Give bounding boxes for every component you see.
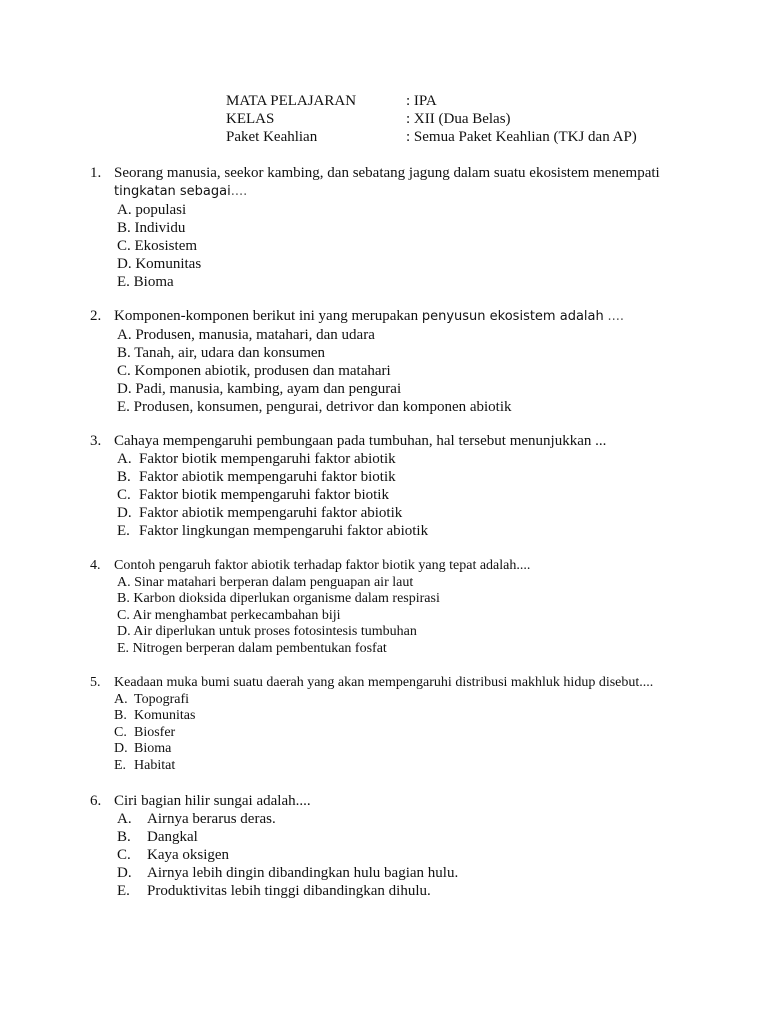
- header-value: : IPA: [406, 93, 437, 109]
- option-e: [90, 641, 690, 658]
- question-text: Ciri bagian hilir sungai adalah....: [114, 793, 311, 809]
- option-letter: C.: [117, 607, 130, 623]
- option-text: Air menghambat perkecambahan biji: [132, 607, 341, 623]
- option-a: [90, 201, 690, 219]
- question-text-continuation: [90, 182, 690, 201]
- option-letter: C.: [117, 487, 131, 503]
- header-row-class: [226, 110, 637, 128]
- question-text-sans: penyusun ekosistem adalah: [421, 309, 604, 324]
- option-text: Kaya oksigen: [147, 847, 230, 863]
- question-number: 2.: [90, 308, 102, 324]
- header-row-subject: [226, 92, 637, 110]
- question-text: Seorang manusia, seekor kambing, dan sebatang jagung dalam suatu ekosistem menempati: [114, 165, 660, 181]
- option-letter: A.: [117, 327, 132, 343]
- option-text: Tanah, air, udara dan konsumen: [134, 345, 326, 361]
- option-text: Bioma: [134, 741, 172, 756]
- option-letter: D.: [117, 865, 132, 881]
- question-5: [90, 675, 690, 774]
- option-text: Faktor biotik mempengaruhi faktor biotik: [139, 487, 389, 503]
- option-text: Faktor biotik mempengaruhi faktor abiotik: [139, 451, 396, 467]
- option-letter: A.: [117, 202, 132, 218]
- option-text: Bioma: [133, 274, 174, 290]
- question-continuation-text: tingkatan sebagai: [114, 184, 231, 199]
- option-text: Produktivitas lebih tinggi dibandingkan dihulu.: [147, 883, 431, 899]
- header-label: Paket Keahlian: [226, 129, 318, 145]
- option-text: Faktor lingkungan mempengaruhi faktor abiotik: [139, 523, 429, 539]
- option-b: [90, 344, 690, 362]
- option-text: Produsen, manusia, matahari, dan udara: [135, 327, 375, 343]
- option-c: [90, 237, 690, 255]
- question-text: Komponen-komponen berikut ini yang merupakan: [114, 308, 419, 324]
- option-letter: E.: [117, 274, 130, 290]
- header-label: KELAS: [226, 111, 275, 127]
- option-e: [90, 882, 690, 900]
- option-e: [90, 522, 690, 540]
- option-b: [90, 591, 690, 608]
- option-a: [90, 692, 690, 709]
- option-text: Faktor abiotik mempengaruhi faktor biotik: [139, 469, 396, 485]
- option-letter: A.: [117, 811, 132, 827]
- option-letter: E.: [114, 757, 127, 773]
- question-text-wrap: [114, 307, 684, 326]
- option-letter: C.: [117, 363, 131, 379]
- option-e: [90, 758, 690, 775]
- question-text: Cahaya mempengaruhi pembungaan pada tumbuhan, hal tersebut menunjukkan ...: [114, 433, 607, 449]
- option-c: [90, 725, 690, 742]
- option-letter: B.: [117, 220, 131, 236]
- option-text: Komponen abiotik, produsen dan matahari: [134, 363, 391, 379]
- option-text: Komunitas: [135, 256, 202, 272]
- option-letter: B.: [117, 829, 131, 845]
- header-row-package: [226, 128, 637, 146]
- option-text: Air diperlukan untuk proses fotosintesis tumbuhan: [133, 624, 417, 639]
- question-text: Contoh pengaruh faktor abiotik terhadap faktor biotik yang tepat adalah....: [114, 558, 531, 573]
- option-letter: C.: [117, 847, 131, 863]
- option-b: [90, 828, 690, 846]
- question-dots: ....: [607, 309, 625, 324]
- question-number: 3.: [90, 433, 102, 449]
- option-c: [90, 362, 690, 380]
- option-text: Airnya lebih dingin dibandingkan hulu bagian hulu.: [147, 865, 459, 881]
- option-text: Karbon dioksida diperlukan organisme dalam respirasi: [133, 591, 440, 606]
- option-a: [90, 575, 690, 592]
- option-text: Airnya berarus deras.: [147, 811, 276, 827]
- option-letter: B.: [117, 591, 130, 606]
- option-e: [90, 398, 690, 416]
- question-dots: ....: [230, 184, 248, 199]
- option-text: Individu: [134, 220, 186, 236]
- question-6: [90, 792, 690, 900]
- option-letter: A.: [114, 691, 128, 707]
- option-letter: D.: [117, 381, 132, 397]
- option-text: Ekosistem: [134, 238, 198, 254]
- option-letter: D.: [117, 505, 132, 521]
- option-b: [90, 708, 690, 725]
- option-text: Dangkal: [147, 829, 198, 845]
- option-letter: E.: [117, 399, 130, 415]
- option-letter: C.: [114, 724, 127, 740]
- option-c: [90, 846, 690, 864]
- question-2: [90, 307, 690, 416]
- option-text: Faktor abiotik mempengaruhi faktor abiotik: [139, 505, 403, 521]
- option-b: [90, 468, 690, 486]
- option-c: [90, 486, 690, 504]
- header-value: : XII (Dua Belas): [406, 111, 511, 127]
- option-d: [90, 741, 690, 758]
- option-letter: E.: [117, 883, 130, 899]
- option-e: [90, 273, 690, 291]
- option-text: Komunitas: [134, 708, 196, 723]
- option-letter: E.: [117, 640, 130, 656]
- option-text: Sinar matahari berperan dalam penguapan air laut: [134, 574, 414, 590]
- question-number: 1.: [90, 165, 102, 181]
- question-4: [90, 558, 690, 657]
- option-text: Padi, manusia, kambing, ayam dan pengurai: [135, 381, 402, 397]
- option-letter: B.: [114, 708, 127, 723]
- option-d: [90, 255, 690, 273]
- option-d: [90, 380, 690, 398]
- option-d: [90, 864, 690, 882]
- header-value: : Semua Paket Keahlian (TKJ dan AP): [406, 129, 637, 145]
- option-c: [90, 608, 690, 625]
- question-number: 6.: [90, 793, 102, 809]
- question-number: 4.: [90, 558, 101, 573]
- option-a: [90, 450, 690, 468]
- option-a: [90, 810, 690, 828]
- option-a: [90, 326, 690, 344]
- option-letter: D.: [117, 624, 131, 639]
- option-letter: A.: [117, 451, 132, 467]
- option-letter: C.: [117, 238, 131, 254]
- option-text: Habitat: [134, 757, 176, 773]
- option-letter: B.: [117, 345, 131, 361]
- option-letter: A.: [117, 574, 131, 590]
- option-letter: E.: [117, 523, 130, 539]
- header-label: MATA PELAJARAN: [226, 93, 357, 109]
- question-1: [90, 164, 690, 291]
- option-b: [90, 219, 690, 237]
- option-letter: D.: [114, 741, 128, 756]
- option-d: [90, 504, 690, 522]
- question-number: 5.: [90, 675, 101, 690]
- option-text: Biosfer: [134, 724, 176, 740]
- option-text: Produsen, konsumen, pengurai, detrivor dan komponen abiotik: [133, 399, 512, 415]
- option-text: Nitrogen berperan dalam pembentukan fosfat: [132, 640, 387, 656]
- option-text: populasi: [135, 202, 187, 218]
- option-text: Topografi: [134, 691, 190, 707]
- exam-header: [226, 92, 637, 146]
- option-letter: D.: [117, 256, 132, 272]
- question-3: [90, 432, 690, 540]
- question-text: Keadaan muka bumi suatu daerah yang akan mempengaruhi distribusi makhluk hidup disebut....: [114, 675, 654, 690]
- option-letter: B.: [117, 469, 131, 485]
- option-d: [90, 624, 690, 641]
